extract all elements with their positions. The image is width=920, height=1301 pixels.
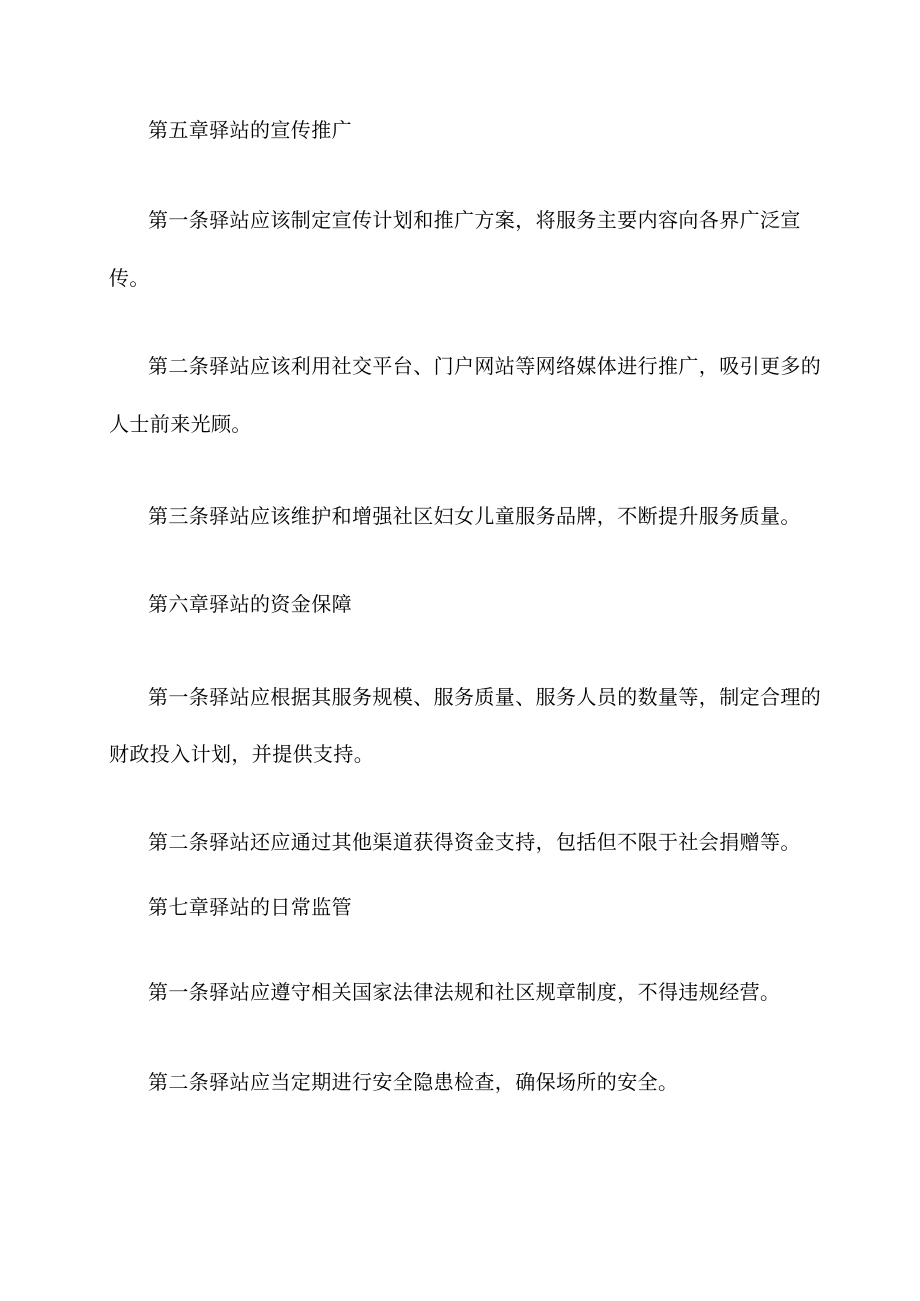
chapter5-article3-line1: 第三条驿站应该维护和增强社区妇女儿童服务品牌，不断提升服务质量。 [148, 504, 801, 528]
chapter6-article1-line2: 财政投入计划，并提供支持。 [109, 742, 375, 766]
chapter5-article1-line1: 第一条驿站应该制定宣传计划和推广方案，将服务主要内容向各界广泛宣 [148, 208, 801, 232]
chapter7-article2-line1: 第二条驿站应当定期进行安全隐患检查，确保场所的安全。 [148, 1070, 679, 1094]
chapter5-article1-line2: 传。 [109, 266, 150, 290]
chapter7-heading: 第七章驿站的日常监管 [148, 895, 352, 919]
chapter5-article2-line1: 第二条驿站应该利用社交平台、门户网站等网络媒体进行推广，吸引更多的 [148, 354, 822, 378]
chapter5-heading: 第五章驿站的宣传推广 [148, 118, 352, 142]
chapter6-article2-line1: 第二条驿站还应通过其他渠道获得资金支持，包括但不限于社会捐赠等。 [148, 830, 801, 854]
chapter6-article1-line1: 第一条驿站应根据其服务规模、服务质量、服务人员的数量等，制定合理的 [148, 685, 822, 709]
chapter6-heading: 第六章驿站的资金保障 [148, 592, 352, 616]
chapter5-article2-line2: 人士前来光顾。 [109, 412, 252, 436]
chapter7-article1-line1: 第一条驿站应遵守相关国家法律法规和社区规章制度，不得违规经营。 [148, 980, 781, 1004]
